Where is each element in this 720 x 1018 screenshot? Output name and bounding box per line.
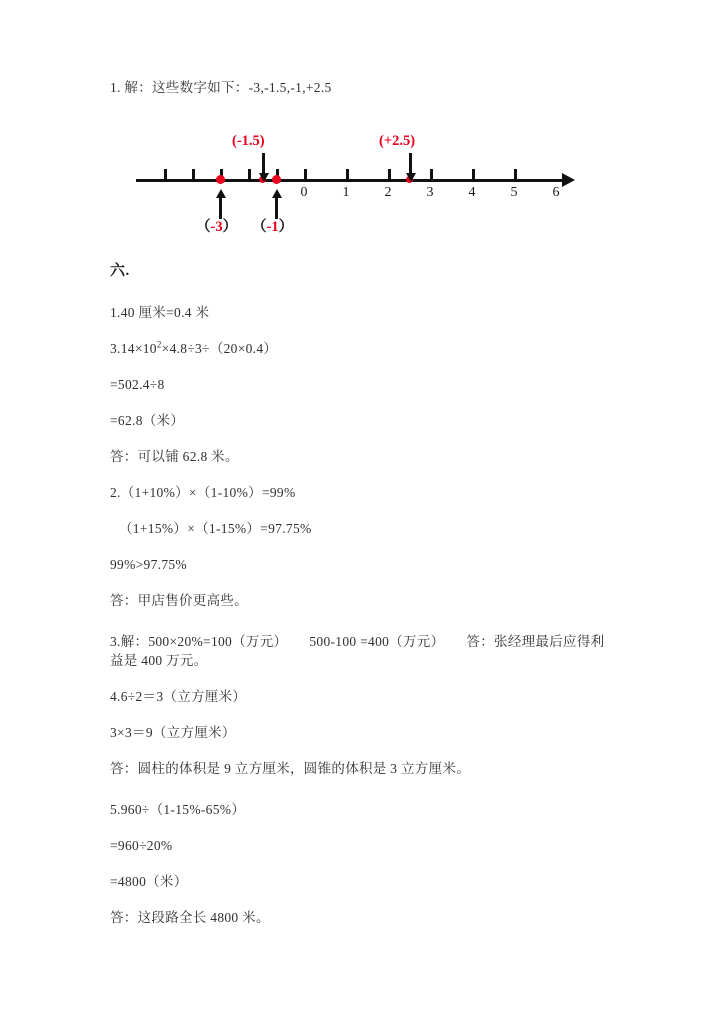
tick-mark bbox=[248, 169, 251, 182]
spacer bbox=[110, 358, 620, 375]
callout-neg1 bbox=[252, 215, 293, 236]
spacer bbox=[110, 97, 620, 127]
problem-1-answer: 答：可以铺 62.8 米。 bbox=[110, 449, 239, 464]
problem-1-line-4: =62.8（米） bbox=[110, 413, 185, 428]
problem-2-line-1: 2.（1+10%）×（1-10%）=99% bbox=[110, 485, 296, 500]
tick-mark bbox=[164, 169, 167, 182]
callout-neg3-value: -3 bbox=[210, 219, 223, 235]
problem-3-block: 3.解：500×20%=100（万元） 500-100 =400（万元） 答：张经理最后应得利益是 400 万元。 bbox=[110, 634, 605, 668]
spacer bbox=[110, 819, 620, 836]
problem-1-solution-line: 1. 解：这些数字如下：-3,-1.5,-1,+2.5 bbox=[110, 80, 332, 95]
problem-2-answer: 答：甲店售价更高些。 bbox=[110, 593, 248, 608]
callout-neg1-5: (-1.5) bbox=[232, 133, 265, 149]
spacer bbox=[110, 281, 620, 303]
spacer bbox=[110, 670, 620, 687]
spacer bbox=[110, 502, 620, 519]
paren-open: （ bbox=[196, 219, 211, 235]
spacer bbox=[110, 891, 620, 908]
axis-label-1: 1 bbox=[342, 185, 350, 200]
axis-label-6: 6 bbox=[552, 185, 560, 200]
tick-mark bbox=[472, 169, 475, 182]
tick-mark bbox=[304, 169, 307, 182]
spacer bbox=[110, 430, 620, 447]
spacer bbox=[110, 538, 620, 555]
problem-1-line-1: 1.40 厘米=0.4 米 bbox=[110, 305, 210, 320]
point-marker-neg1 bbox=[272, 175, 281, 184]
exponent-two: 2 bbox=[156, 339, 162, 350]
arrow-down-icon-neg1-5 bbox=[258, 153, 268, 183]
document-content bbox=[110, 78, 620, 927]
axis-label-5: 5 bbox=[510, 185, 518, 200]
problem-4-line-2: 3×3＝9（立方厘米） bbox=[110, 725, 236, 740]
problem-1-line-2 bbox=[110, 339, 620, 358]
section-heading-six: 六. bbox=[110, 263, 130, 279]
axis-label-2: 2 bbox=[384, 185, 392, 200]
paren-close: ） bbox=[278, 219, 294, 235]
problem-1-line-3: =502.4÷8 bbox=[110, 377, 165, 392]
spacer bbox=[110, 322, 620, 339]
axis-label-0: 0 bbox=[300, 185, 308, 200]
tick-mark bbox=[346, 169, 349, 182]
callout-pos2-5: (+2.5) bbox=[379, 133, 416, 149]
spacer bbox=[110, 778, 620, 800]
spacer bbox=[110, 855, 620, 872]
problem-2-line-3: 99%>97.75% bbox=[110, 557, 187, 572]
tick-mark bbox=[514, 169, 517, 182]
callout-neg1-value: -1 bbox=[266, 219, 279, 235]
problem-4-answer: 答：圆柱的体积是 9 立方厘米，圆锥的体积是 3 立方厘米。 bbox=[110, 761, 470, 776]
arrow-down-icon-pos2-5 bbox=[405, 153, 415, 183]
expression-suffix: ×4.8÷3÷（20×0.4） bbox=[161, 341, 278, 356]
axis-label-4: 4 bbox=[468, 185, 476, 200]
tick-mark bbox=[192, 169, 195, 182]
spacer bbox=[110, 742, 620, 759]
spacer bbox=[110, 239, 620, 261]
spacer bbox=[110, 394, 620, 411]
paren-open: （ bbox=[252, 219, 267, 235]
problem-5-answer: 答：这段路全长 4800 米。 bbox=[110, 910, 270, 925]
spacer bbox=[110, 466, 620, 483]
problem-5-line-1: 5.960÷（1-15%-65%） bbox=[110, 802, 246, 817]
problem-2-line-2: （1+15%）×（1-15%）=97.75% bbox=[119, 521, 312, 536]
expression-prefix: 3.14×10 bbox=[110, 341, 157, 356]
point-marker-neg3 bbox=[216, 175, 225, 184]
spacer bbox=[110, 706, 620, 723]
number-line-figure bbox=[124, 127, 594, 239]
tick-mark bbox=[430, 169, 433, 182]
spacer bbox=[110, 610, 620, 632]
problem-5-line-3: =4800（米） bbox=[110, 874, 188, 889]
number-line-axis bbox=[136, 179, 564, 182]
problem-5-line-2: =960÷20% bbox=[110, 838, 173, 853]
problem-4-line-1: 4.6÷2＝3（立方厘米） bbox=[110, 689, 247, 704]
callout-neg3 bbox=[196, 215, 237, 236]
axis-label-3: 3 bbox=[426, 185, 434, 200]
tick-mark bbox=[388, 169, 391, 182]
paren-close: ） bbox=[222, 219, 238, 235]
spacer bbox=[110, 574, 620, 591]
